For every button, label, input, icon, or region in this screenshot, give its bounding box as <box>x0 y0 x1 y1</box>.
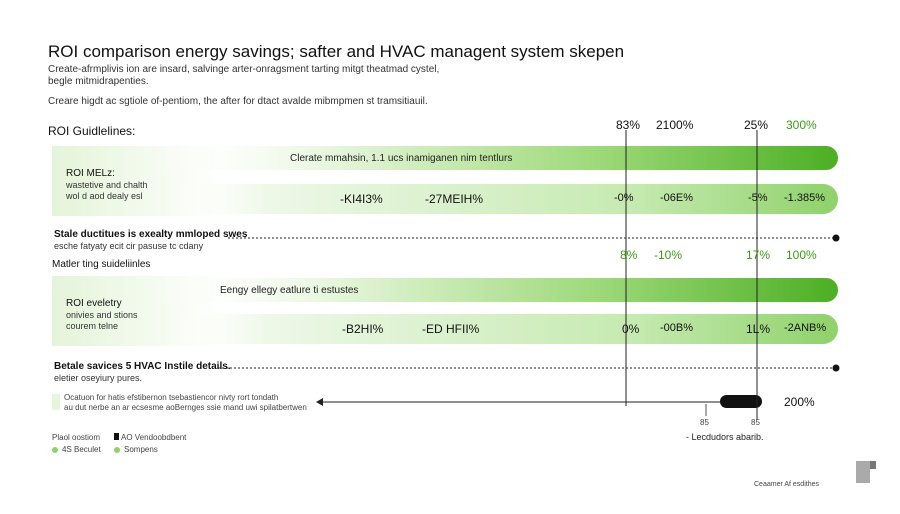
panel2-left-line-2: courem telne <box>66 321 119 331</box>
legend-swatch-4 <box>114 447 120 453</box>
header-value-1: 83% <box>616 118 641 132</box>
footer-note: Ceaamer Af esdithes <box>754 481 819 488</box>
panel1-value-4: -06E% <box>660 192 694 204</box>
header-value-4: 300% <box>786 118 817 132</box>
legend-item-4: Sompens <box>124 445 158 454</box>
section3-box-line-1: Ocatuon for hatis efstibernon tsebastiencor nivty rort tondath <box>64 393 279 402</box>
panel1-value-2: -27MEIH% <box>425 192 484 206</box>
footer-logo-accent <box>870 461 876 469</box>
panel2-value-4: -00B% <box>660 322 694 334</box>
panel2-row-bar <box>166 314 838 344</box>
section2-header-1: 8% <box>620 248 638 262</box>
panel1-row-bar <box>166 184 838 214</box>
section3-title: Betale savices 5 HVAC Instile details. <box>54 361 231 372</box>
panel1-bar-caption: Clerate mmahsin, 1.1 ucs inamiganen nim tentlurs <box>290 153 513 164</box>
panel2-left-line-1: onivies and stions <box>66 310 138 320</box>
section3-axis-dot <box>833 365 840 372</box>
section2-axis-dot <box>833 235 840 242</box>
section3-note: eletier oseyiury pures. <box>54 373 143 383</box>
header-value-2: 2100% <box>656 118 694 132</box>
section3-note-box <box>52 394 60 410</box>
bottom-marker-bar <box>720 395 762 408</box>
legend-item-2: AO Vendoobdbent <box>121 433 187 442</box>
section2-note: esche fatyaty ecit cir pasuse tc cdany <box>54 241 204 251</box>
header-value-3: 25% <box>744 118 769 132</box>
guidelines-heading: ROI Guidlelines: <box>48 124 136 138</box>
panel1-left-title: ROI MELz: <box>66 168 115 179</box>
panel2-value-6: -2ANB% <box>784 322 827 334</box>
panel2-bar-caption: Eengy ellegy eatlure ti estustes <box>220 285 359 296</box>
page-title: ROI comparison energy savings; safter and HVAC managent system skepen <box>48 42 625 61</box>
panel1-value-1: -KI4I3% <box>340 192 383 206</box>
legend-item-1: Plaol oostiom <box>52 433 101 442</box>
axis-caption: - Lecdudors abarib. <box>686 432 764 442</box>
section2-header-4: 100% <box>786 248 817 262</box>
footer-logo-box <box>856 461 870 483</box>
section2-header-2: -10% <box>654 248 683 262</box>
panel1-value-6: -1.385% <box>784 192 825 204</box>
panel1-left-line-1: wastetive and chalth <box>66 180 148 190</box>
subtitle-line-2: begle mitmidrapenties. <box>48 76 149 87</box>
legend-swatch-2 <box>114 433 119 440</box>
panel1-value-5: -5% <box>748 192 768 204</box>
panel2-value-2: -ED HFII% <box>422 322 480 336</box>
panel2-value-3: 0% <box>622 322 640 336</box>
panel1-left-line-2: wol d aod dealy esl <box>66 191 143 201</box>
end-value: 200% <box>784 395 815 409</box>
legend-swatch-3 <box>52 447 58 453</box>
section3-box-line-2: au dut nerbe an ar ecsesme aoBernges ssie mand uwi spilatbertwen <box>64 403 307 412</box>
section2-header-3: 17% <box>746 248 771 262</box>
panel2-value-5: 1L% <box>746 322 771 336</box>
panel2-value-1: -B2HI% <box>342 322 384 336</box>
section2-title: Stale ductitues is exealty mmloped swes <box>54 229 248 240</box>
bottom-arrow-head <box>316 398 323 406</box>
section2-guidelines-label: Matler ting suideliinles <box>52 259 151 270</box>
tick-label-right: 85 <box>751 418 760 427</box>
subtitle-line-1: Create-afrmplivis ion are insard, salvinge arter-onragsment tarting mitgt theatmad cystel, <box>48 64 440 75</box>
panel1-value-3: -0% <box>614 192 634 204</box>
tick-label-left: 85 <box>700 418 709 427</box>
panel2-left-title: ROI eveletry <box>66 298 122 309</box>
subtitle-line-3: Creare higdt ac sgtiole of-pentiom, the after for dtact avalde mibmpmen st tramsitiauil. <box>48 96 428 107</box>
legend-item-3: 4S Beculet <box>62 445 101 454</box>
